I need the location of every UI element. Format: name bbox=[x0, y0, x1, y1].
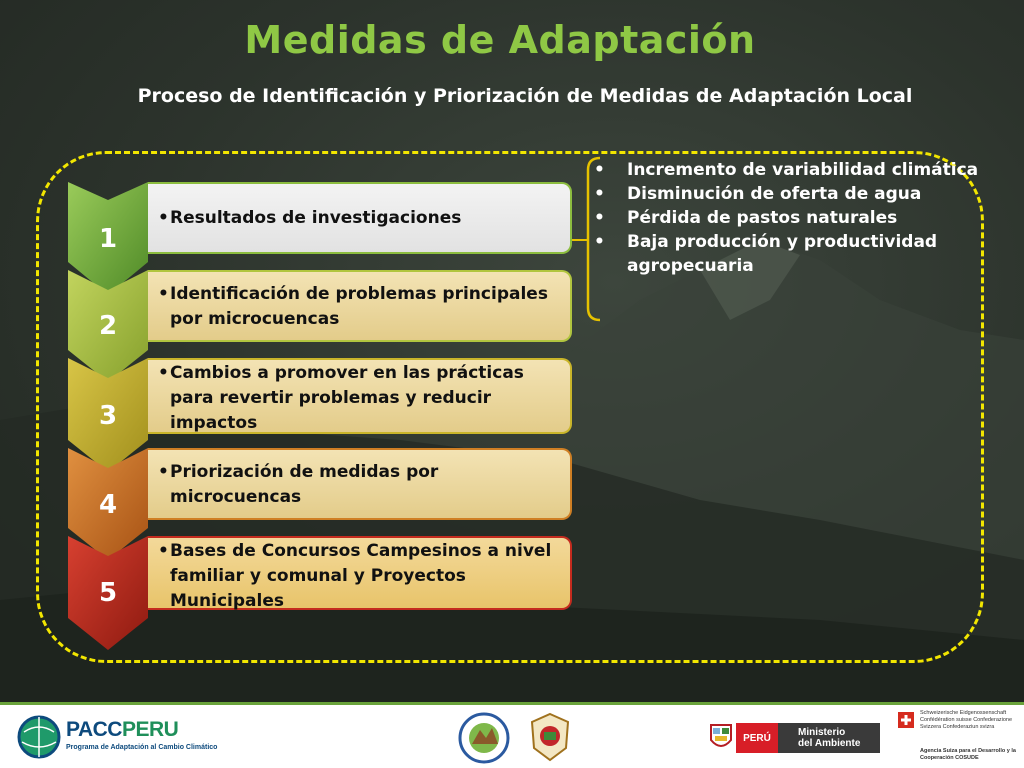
step-text-1: Resultados de investigaciones bbox=[170, 208, 462, 228]
step-text-3: Cambios a promover en las prácticas para revertir problemas y reducir impactos bbox=[170, 363, 524, 433]
bullet: • bbox=[158, 284, 169, 304]
step-number-4: 4 bbox=[98, 490, 118, 520]
pacc-tagline: Programa de Adaptación al Cambio Climático bbox=[66, 744, 218, 751]
bullet: • bbox=[158, 208, 169, 228]
finding-text: Incremento de variabilidad climática bbox=[627, 160, 979, 180]
step-number-2: 2 bbox=[98, 311, 118, 341]
bullet: • bbox=[158, 462, 169, 482]
peru-coat-of-arms-icon bbox=[706, 722, 736, 754]
step-number-1: 1 bbox=[98, 224, 118, 254]
bullet: • bbox=[158, 363, 169, 383]
finding-text: Baja producción y productividad agropecuaria bbox=[627, 232, 938, 276]
page-subtitle: Proceso de Identificación y Priorización de Medidas de Adaptación Local bbox=[137, 85, 913, 107]
ministerio-line-2: del Ambiente bbox=[798, 738, 861, 749]
list-item bbox=[592, 158, 992, 182]
step-box-3 bbox=[148, 358, 572, 434]
bullet: • bbox=[594, 160, 605, 180]
step-text-2: Identificación de problemas principales por microcuencas bbox=[170, 284, 548, 329]
step-number-5: 5 bbox=[98, 578, 118, 608]
pacc-name-part2: PERU bbox=[121, 718, 179, 741]
list-item bbox=[592, 206, 992, 230]
swiss-flag-icon bbox=[898, 712, 914, 728]
pacc-globe-logo bbox=[16, 714, 62, 760]
gobierno-regional-cusco-seal bbox=[458, 710, 510, 766]
bullet: • bbox=[594, 184, 605, 204]
finding-text: Pérdida de pastos naturales bbox=[627, 208, 898, 228]
list-item bbox=[592, 230, 992, 278]
finding-text: Disminución de oferta de agua bbox=[627, 184, 922, 204]
bullet: • bbox=[158, 541, 169, 561]
list-item bbox=[592, 182, 992, 206]
bullet: • bbox=[594, 232, 605, 252]
ministerio-del-ambiente-logo bbox=[778, 723, 880, 753]
pacc-name bbox=[66, 718, 178, 742]
ministerio-line-1: Ministerio bbox=[798, 727, 846, 738]
step-box-1 bbox=[148, 182, 572, 254]
step-box-4 bbox=[148, 448, 572, 520]
step-text-4: Priorización de medidas por microcuencas bbox=[170, 462, 439, 507]
step-box-2 bbox=[148, 270, 572, 342]
bullet: • bbox=[594, 208, 605, 228]
swiss-confederation-text: Schweizerische Eidgenossenschaft Confédération suisse Confederazione Svizzera Confederaziun svizra bbox=[920, 710, 1013, 730]
peru-label: PERÚ bbox=[736, 723, 778, 753]
gobierno-regional-apurimac-seal bbox=[526, 710, 574, 766]
step-text-5: Bases de Concursos Campesinos a nivel familiar y comunal y Proyectos Municipales bbox=[170, 541, 552, 611]
cosude-text: Agencia Suiza para el Desarrollo y la Cooperación COSUDE bbox=[920, 748, 1016, 761]
page-title: Medidas de Adaptación bbox=[244, 18, 756, 62]
step-number-3: 3 bbox=[98, 401, 118, 431]
pacc-name-part1: PACC bbox=[66, 718, 122, 741]
findings-list bbox=[592, 158, 992, 278]
step-box-5 bbox=[148, 536, 572, 610]
